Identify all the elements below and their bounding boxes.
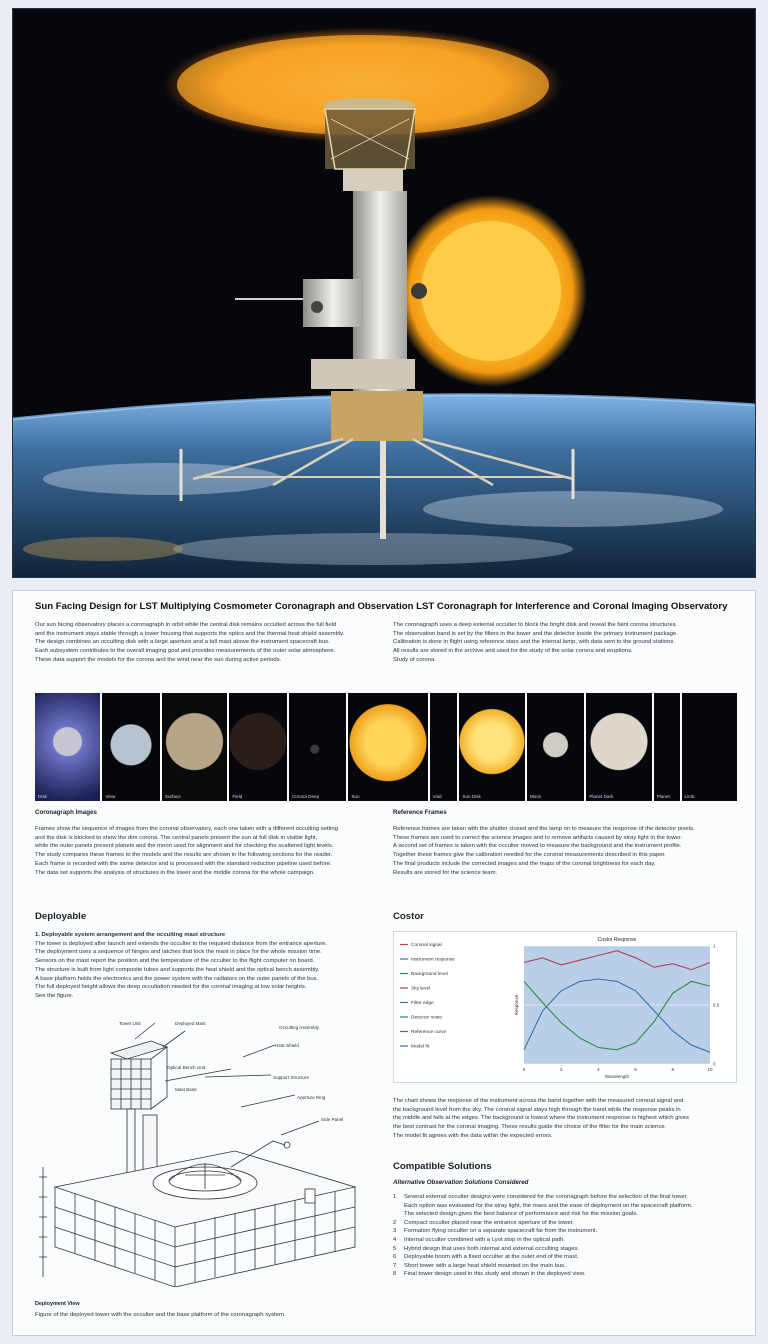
- frame-caption: Sun: [351, 794, 360, 799]
- text-line: The data set supports the analysis of structures in the lower and the middle corona for the whole campaign.: [35, 869, 315, 876]
- text-line: while the outer panels present planets and the moon used for alignment and for checking the scattered light levels.: [35, 843, 334, 850]
- text-line: A base platform holds the electronics and the power system with the radiators on the outer panels of the bus.: [35, 975, 319, 982]
- diagram-label: Support Structure: [273, 1075, 310, 1080]
- strip-frame: [289, 693, 347, 801]
- frame-caption: Field: [232, 794, 243, 799]
- text-line: Calibration is done in flight using reference stars and the internal lamp, with data sent to the ground stations.: [393, 639, 675, 646]
- deployment-diagram: [35, 1017, 379, 1287]
- y-tick-label: 0.5: [713, 1002, 720, 1008]
- strip-frame: [527, 693, 585, 801]
- list-item: 2 Compact occulter placed near the entrance aperture of the tower.: [393, 1219, 574, 1226]
- text-line: the background level from the sky. The coronal signal stays high through the band while the response peaks in: [393, 1106, 681, 1113]
- legend-label: Background level: [411, 972, 448, 977]
- y-tick-label: 1: [713, 943, 716, 949]
- section-text-left: [35, 825, 379, 877]
- abstract-left: [35, 621, 379, 665]
- legend-label: Sky level: [411, 986, 431, 992]
- list-item: 1 Several external occulter designs were considered for the coronagraph before the selection of the final tower.: [393, 1194, 688, 1200]
- deploy-lead: 1. Deployable system arrangement and the occulting mast structure: [35, 932, 226, 938]
- frame-caption: Planet: [656, 794, 670, 799]
- heading-deployable: Deployable: [35, 911, 87, 922]
- text-line: and the disk is blocked to show the dim corona. The central panels present the sun at full disk in visible light,: [35, 834, 318, 841]
- strip-frame: [35, 693, 100, 801]
- text-line: The structure is built from light composite tubes and supports the heat shield and the optical bench assembly.: [35, 966, 320, 973]
- diagram-caption-text: [35, 1311, 379, 1320]
- paper-sheet: [12, 590, 756, 1336]
- frame-caption: View: [105, 794, 116, 799]
- diagram-label: Tower Unit: [119, 1021, 141, 1026]
- heading-compatible: Compatible Solutions: [393, 1161, 492, 1172]
- text-line: Sensors on the mast report the position and the temperature of the occulter to the flight computer on board.: [35, 958, 315, 965]
- list-item: 6 Deployable boom with a fixed occulter at the outer end of the mast.: [393, 1254, 579, 1261]
- x-tick-label: 4: [597, 1067, 600, 1072]
- text-line: Together these frames give the calibration needed for the coronal measurements described in this paper.: [393, 852, 666, 859]
- list-item: The selected design gives the best balance of performance and risk for the mission goals.: [404, 1211, 638, 1218]
- caption-right: Reference Frames: [393, 809, 447, 816]
- legend-label: Model fit: [411, 1044, 430, 1050]
- frame-caption: Moon: [529, 794, 542, 799]
- chart-text: [393, 1097, 737, 1141]
- text-line: Frames show the sequence of images from the coronal observatory, each one taken with a different occulting setting: [35, 826, 338, 832]
- x-tick-label: 8: [671, 1067, 675, 1072]
- frame-caption: Void: [432, 794, 442, 799]
- text-line: The tower is deployed after launch and extends the occulter to the required distance from the entrance aperture.: [35, 940, 328, 947]
- x-tick-label: 2: [559, 1067, 563, 1072]
- strip-frame: [682, 693, 738, 801]
- text-line: The deployment uses a sequence of hinges and latches that lock the mast in place for the whole mission time.: [35, 949, 322, 956]
- text-line: Each frame is recorded with the same detector and is processed with the standard reduction pipeline used before.: [35, 860, 332, 867]
- text-line: Figure of the deployed tower with the occulter and the base platform of the coronagraph system.: [35, 1312, 286, 1318]
- section-text-right: [393, 825, 737, 877]
- x-tick-label: 10: [707, 1067, 713, 1072]
- text-line: The study compares these frames to the models and the results are shown in the following sections for the reader.: [35, 852, 333, 859]
- observatory-illustration: [13, 9, 756, 578]
- strip-frame: [430, 693, 458, 801]
- legend-label: Reference curve: [411, 1030, 447, 1035]
- text-line: See the figure.: [35, 992, 74, 999]
- strip-frame: [162, 693, 227, 801]
- strip-frame: [348, 693, 427, 801]
- text-line: Our sun facing observatory places a coronagraph in orbit while the central disk remains occulted across the full field: [35, 622, 337, 628]
- diagram-label: Heat Shield: [275, 1043, 299, 1048]
- list-item: Each option was evaluated for the stray light, the mass and the ease of deployment on the spacecraft platform.: [404, 1202, 693, 1209]
- response-chart: [393, 931, 737, 1083]
- text-line: The coronagraph uses a deep external occulter to block the bright disk and reveal the faint corona structures.: [393, 622, 678, 628]
- list-item: 8 Final tower design used in this study and shown in the deployed view.: [393, 1271, 586, 1278]
- text-line: Results are stored for the science team.: [393, 869, 498, 876]
- paper-title: Sun Facing Design for LST Multiplying Cosmometer Coronagraph and Observation LST Coronagraph for Interference and Coronal Imaging Observatory: [35, 601, 728, 612]
- list-item: 5 Hybrid design that uses both internal and external occulting stages.: [393, 1245, 580, 1252]
- diagram-label: Side Panel: [321, 1117, 344, 1122]
- text-line: Each subsystem contributes to the overall imaging goal and provides measurements of the outer solar atmosphere.: [35, 648, 336, 655]
- text-line: The chart shows the response of the instrument across the band together with the measured coronal signal and: [393, 1098, 684, 1104]
- diagram-label: Mast Base: [175, 1087, 197, 1092]
- deploy-text: [35, 931, 379, 1001]
- hero-image: [12, 8, 756, 578]
- frame-caption: Sun Disk: [462, 794, 481, 799]
- strip-frame: [229, 693, 287, 801]
- strip-frame: [459, 693, 524, 801]
- text-line: The model fit agrees with the data within the expected errors.: [393, 1132, 553, 1139]
- text-line: and the instrument stays stable through a tower housing that supports the optics and the thermal heat shield assembly.: [35, 630, 345, 637]
- strip-frame: [586, 693, 651, 801]
- text-line: These frames are used to correct the science images and to remove artifacts caused by stray light in the tower.: [393, 834, 683, 841]
- list-item: 3 Formation flying occulter on a separate spacecraft far from the instrument.: [393, 1228, 598, 1235]
- compat-list: [393, 1193, 737, 1279]
- legend-label: Filter edge: [411, 1001, 434, 1006]
- chart-title: Costor Response: [597, 937, 637, 943]
- heading-costor: Costor: [393, 911, 424, 922]
- legend-label: Coronal signal: [411, 943, 442, 948]
- frame-caption: Disk: [38, 794, 47, 799]
- text-line: The final products include the corrected images and the maps of the coronal brightness for each day.: [393, 860, 656, 867]
- list-item: 7 Short tower with a large heat shield mounted on the main bus.: [393, 1262, 566, 1269]
- text-line: The full deployed height allows the deep occultation needed for the coronal imaging at low solar heights.: [35, 984, 307, 991]
- x-tick-label: 0: [522, 1067, 526, 1072]
- text-line: The observation band is set by the filters in the tower and the detector inside the primary instrument package.: [393, 630, 678, 637]
- abstract-right: [393, 621, 737, 665]
- diagram-label: Aperture Ring: [297, 1095, 326, 1100]
- text-line: These data support the models for the corona and the wind near the sun during active periods.: [35, 656, 282, 663]
- chart-svg: [394, 932, 736, 1082]
- text-line: Study of corona.: [393, 656, 436, 663]
- text-line: the best contrast for the coronal imaging. These results guide the choice of the filter for the main science.: [393, 1124, 667, 1131]
- x-axis-label: Wavelength: [604, 1074, 630, 1079]
- frame-caption: Limb: [684, 794, 695, 799]
- y-tick-label: 0: [713, 1061, 716, 1067]
- diagram-label: Optical Bench Unit: [167, 1065, 206, 1070]
- text-line: The design combines an occulting disk with a large aperture and a tall mast above the instrument spacecraft bus.: [35, 639, 330, 646]
- text-line: All results are stored in the archive and used for the study of the solar corona and eruptions.: [393, 648, 633, 655]
- frame-caption: Surface: [164, 794, 181, 799]
- compat-subheading: Alternative Observation Solutions Considered: [393, 1179, 529, 1186]
- text-line: the middle and falls at the edges. The background is lowest where the instrument response is highest which gives: [393, 1115, 689, 1122]
- list-item: 4 Internal occulter combined with a Lyot stop in the optical path.: [393, 1236, 565, 1243]
- legend-label: Instrument response: [411, 957, 455, 963]
- diagram-caption: Deployment View: [35, 1301, 80, 1307]
- strip-frame: [654, 693, 680, 801]
- text-line: Reference frames are taken with the shutter closed and the lamp on to measure the response of the detector pixels.: [393, 826, 695, 832]
- legend-label: Detector noise: [411, 1015, 442, 1021]
- frame-caption: Planet Dark: [589, 794, 614, 799]
- text-line: A second set of frames is taken with the occulter moved to measure the background and the instrument profile.: [393, 843, 682, 850]
- image-strip: [35, 693, 737, 801]
- x-tick-label: 6: [634, 1067, 637, 1072]
- caption-left: Coronagraph Images: [35, 809, 97, 816]
- frame-caption: Corona Deep: [291, 794, 320, 799]
- diagram-label: Occulting Assembly: [279, 1025, 320, 1030]
- diagram-label: Deployed Mast: [175, 1021, 206, 1026]
- y-axis-label: Response: [514, 994, 519, 1016]
- strip-frame: [102, 693, 160, 801]
